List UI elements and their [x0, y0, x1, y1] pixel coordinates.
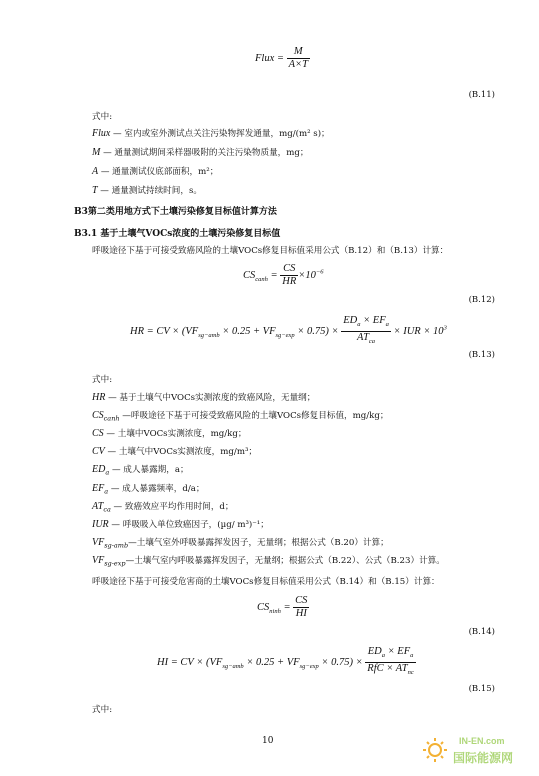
fraction — [287, 46, 310, 71]
equation-number-b14: (B.14) — [468, 627, 495, 637]
definition-symbol: ED — [92, 464, 106, 476]
fraction — [293, 595, 309, 620]
page-number: 10 — [262, 736, 274, 746]
definition-symbol: VF — [92, 554, 105, 566]
eq-sub: sg−amb — [222, 663, 244, 671]
eq-lhs: CS — [257, 601, 270, 613]
eq-sub: ca — [368, 338, 376, 346]
definition-symbol: T — [92, 185, 98, 196]
definition-item — [92, 428, 246, 440]
eq-lhs: CS — [243, 269, 256, 281]
definition-symbol-sub: a — [104, 487, 109, 496]
eq-part: AT — [357, 332, 369, 344]
eq-part: × 0.25 + VF — [219, 326, 276, 337]
eq-part: ED — [367, 646, 382, 657]
eq-tail: ×10 — [298, 269, 316, 281]
definition-text: — 通量测试仪底部面积，m²； — [98, 167, 219, 177]
eq-part: × 0.75) × — [318, 657, 363, 668]
fraction — [280, 263, 298, 288]
numerator — [365, 646, 416, 663]
definition-symbol: HR — [92, 392, 106, 403]
definition-item — [92, 537, 389, 552]
denominator: HI — [295, 608, 307, 619]
shizhong-label: 式中: — [92, 112, 113, 122]
eq-part: HI = CV × (VF — [157, 657, 223, 668]
denominator — [365, 663, 416, 679]
eq-sub: a — [385, 321, 389, 329]
watermark-text-top: IN-EN.com — [459, 736, 505, 746]
definition-symbol: EF — [92, 482, 105, 494]
eq-sub: sg−amb — [198, 332, 220, 340]
definition-symbol: VF — [92, 536, 105, 548]
eq-tail-sup: 3 — [443, 324, 447, 332]
eq-part: × 0.25 + VF — [243, 657, 300, 668]
definition-text: — 通量测试期间采样器吸附的关注污染物质量，mg； — [100, 148, 309, 158]
paragraph-b14-intro: 呼吸途径下基于可接受危害商的土壤VOCs修复目标值采用公式（B.14）和（B.15）计算： — [92, 577, 440, 587]
definition-text: — 呼吸吸入单位致癌因子，(µg/ m³)⁻¹； — [108, 519, 269, 530]
eq-sub: sg−exp — [275, 332, 295, 340]
denominator: HR — [282, 276, 297, 287]
equation-b14: $CS_{ninh}$ = $\frac{CS}{HI}$ — [257, 595, 308, 619]
eq-part: × 0.75) × — [294, 326, 339, 337]
definition-symbol-sub: sg-exp — [104, 559, 126, 568]
equation-number-b15: (B.15) — [468, 684, 495, 694]
equation-b13 — [130, 315, 447, 348]
definition-item — [92, 166, 218, 178]
definition-symbol: A — [92, 166, 99, 177]
definition-symbol-sub: ca — [103, 505, 111, 514]
eq-sub: a — [410, 652, 414, 660]
eq-sub: sg−exp — [299, 663, 319, 671]
section-heading-b31: B3.1 基于土壤气VOCs浓度的土壤污染修复目标值 — [74, 229, 281, 239]
definition-text: —土壤气室外呼吸暴露挥发因子，无量纲；根据公式（B.20）计算； — [128, 537, 389, 548]
paragraph-b12-intro: 呼吸途径下基于可接受致癌风险的土壤VOCs修复目标值采用公式（B.12）和（B.13）计算： — [92, 246, 449, 256]
numerator: CS — [295, 595, 308, 606]
definition-item — [92, 446, 257, 458]
definition-text: — 土壤中VOCs实测浓度，mg/kg； — [103, 429, 247, 440]
equation-b12: $CS_{canh}$ = $\frac{CS}{HR}$ $\times 10^{-6}$ — [243, 263, 324, 287]
definition-symbol-sub: sg-amb — [104, 541, 129, 550]
watermark-logo — [419, 730, 529, 770]
definition-item — [92, 519, 269, 531]
definition-item — [92, 392, 315, 404]
definition-text: — 致癌效应平均作用时间，d； — [110, 501, 234, 512]
definition-symbol: IUR — [92, 518, 109, 530]
eq-sub: nc — [407, 669, 414, 677]
eq-lhs-sub: canh — [255, 276, 268, 283]
equation-b11: Flux = $\frac{M}{A\times T}$ — [255, 46, 308, 70]
definition-symbol: Flux — [92, 128, 111, 139]
eq-lhs: Flux — [255, 52, 275, 64]
definition-item — [92, 501, 234, 516]
denominator: A×T — [288, 59, 308, 70]
equation-number-b13: (B.13) — [468, 350, 495, 360]
equation-b15 — [157, 646, 416, 679]
definition-text: — 通量测试持续时间，s。 — [97, 186, 202, 196]
definition-item — [92, 410, 388, 425]
definition-item — [92, 464, 189, 479]
eq-part: × EF — [384, 646, 411, 657]
definition-symbol-sub: a — [105, 469, 110, 478]
eq-tail: × IUR × 10 — [393, 326, 444, 337]
eq-sub: a — [357, 321, 361, 329]
eq-part: RfC × AT — [367, 663, 408, 675]
definition-symbol: CS — [92, 428, 104, 440]
definition-symbol: CS — [92, 410, 104, 422]
definition-item — [92, 185, 202, 197]
eq-part: × EF — [360, 315, 386, 326]
eq-tail-sup: −6 — [315, 268, 324, 276]
definition-item — [92, 483, 204, 498]
definition-text: — 室内或室外测试点关注污染物挥发通量，mg/(m² s)； — [110, 129, 330, 139]
eq-part: ED — [343, 315, 358, 326]
section-heading-b3: B3第二类用地方式下土壤污染修复目标值计算方法 — [74, 207, 277, 217]
definition-text: —呼吸途径下基于可接受致癌风险的土壤VOCs修复目标值，mg/kg； — [119, 411, 389, 422]
watermark-text-bottom: 国际能源网 — [453, 751, 514, 765]
numerator — [341, 315, 391, 332]
eq-lhs-sub: ninh — [269, 608, 281, 615]
definition-item — [92, 147, 309, 159]
shizhong-label: 式中: — [92, 705, 113, 715]
numerator: CS — [280, 263, 298, 276]
definition-symbol: M — [92, 147, 101, 158]
definition-text: —土壤气室内呼吸暴露挥发因子，无量纲；根据公式（B.22）、公式（B.23）计算。 — [125, 555, 445, 566]
denominator — [341, 332, 391, 348]
numerator: M — [287, 46, 310, 59]
eq-part: HR = CV × (VF — [130, 326, 199, 337]
shizhong-label: 式中: — [92, 375, 113, 385]
definition-symbol-sub: canh — [103, 414, 120, 423]
definition-text: — 土壤气中VOCs实测浓度，mg/m³； — [104, 447, 258, 458]
definition-item — [92, 555, 445, 570]
definition-text: — 基于土壤气中VOCs实测浓度的致癌风险，无量纲； — [105, 393, 316, 403]
definition-text: — 成人暴露期，a； — [109, 465, 189, 476]
definition-symbol: CV — [92, 446, 105, 458]
fraction — [365, 646, 416, 679]
definition-symbol: AT — [92, 500, 104, 512]
equation-number-b12: (B.12) — [468, 295, 495, 305]
fraction — [341, 315, 391, 348]
equation-number-b11: (B.11) — [468, 90, 495, 100]
eq-sub: a — [381, 652, 385, 660]
definition-text: — 成人暴露频率，d/a； — [108, 483, 205, 494]
definition-item — [92, 128, 330, 140]
